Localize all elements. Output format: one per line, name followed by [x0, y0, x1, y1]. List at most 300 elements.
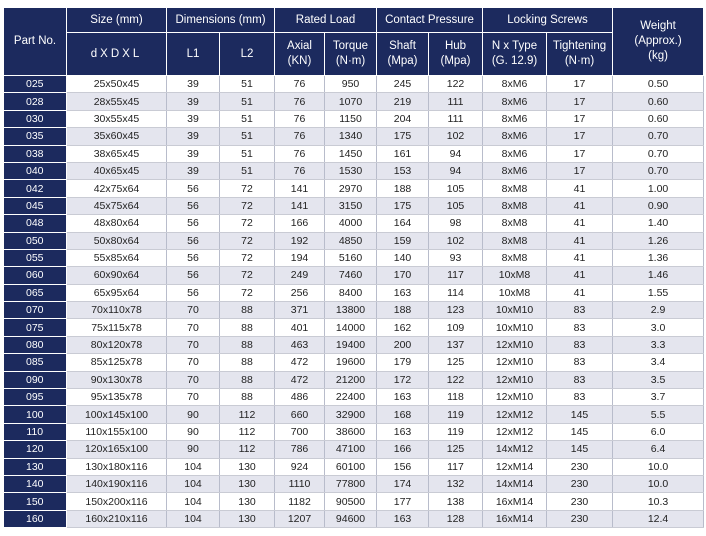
cell-axial: 76 — [275, 93, 325, 110]
cell-part-no: 025 — [4, 76, 67, 93]
cell-weight: 1.00 — [613, 180, 704, 197]
cell-part-no: 100 — [4, 406, 67, 423]
cell-weight: 3.7 — [613, 389, 704, 406]
cell-shaft: 245 — [377, 76, 429, 93]
cell-weight: 3.4 — [613, 354, 704, 371]
cell-shaft: 164 — [377, 215, 429, 232]
cell-torque: 1070 — [325, 93, 377, 110]
cell-weight: 3.0 — [613, 319, 704, 336]
cell-l2: 130 — [220, 510, 275, 527]
cell-weight: 12.4 — [613, 510, 704, 527]
cell-l2: 51 — [220, 93, 275, 110]
cell-tightening: 41 — [547, 215, 613, 232]
cell-hub: 119 — [429, 423, 483, 440]
cell-shaft: 175 — [377, 197, 429, 214]
cell-weight: 0.70 — [613, 162, 704, 179]
cell-axial: 472 — [275, 371, 325, 388]
cell-nxtype: 14xM14 — [483, 475, 547, 492]
cell-shaft: 188 — [377, 180, 429, 197]
header-tightening-label: Tightening — [552, 40, 607, 52]
header-axial — [275, 33, 325, 76]
cell-size: 42x75x64 — [67, 180, 167, 197]
cell-part-no: 038 — [4, 145, 67, 162]
cell-tightening: 41 — [547, 249, 613, 266]
cell-torque: 32900 — [325, 406, 377, 423]
cell-nxtype: 8xM6 — [483, 162, 547, 179]
cell-axial: 371 — [275, 302, 325, 319]
cell-l1: 56 — [167, 232, 220, 249]
cell-shaft: 163 — [377, 284, 429, 301]
cell-axial: 194 — [275, 249, 325, 266]
spec-table — [3, 7, 704, 528]
cell-tightening: 83 — [547, 371, 613, 388]
cell-torque: 21200 — [325, 371, 377, 388]
cell-torque: 7460 — [325, 267, 377, 284]
cell-l1: 104 — [167, 458, 220, 475]
cell-torque: 47100 — [325, 441, 377, 458]
cell-size: 25x50x45 — [67, 76, 167, 93]
cell-tightening: 17 — [547, 145, 613, 162]
header-nxtype-unit: (G. 12.9) — [491, 55, 538, 67]
cell-l1: 104 — [167, 493, 220, 510]
table-row — [4, 389, 704, 406]
cell-shaft: 162 — [377, 319, 429, 336]
header-tightening-unit: (N·m) — [564, 55, 595, 67]
cell-tightening: 230 — [547, 475, 613, 492]
cell-shaft: 168 — [377, 406, 429, 423]
cell-torque: 14000 — [325, 319, 377, 336]
cell-hub: 105 — [429, 197, 483, 214]
cell-nxtype: 8xM8 — [483, 180, 547, 197]
table-body — [4, 76, 704, 528]
cell-axial: 486 — [275, 389, 325, 406]
cell-weight: 1.36 — [613, 249, 704, 266]
table-row — [4, 371, 704, 388]
cell-size: 50x80x64 — [67, 232, 167, 249]
cell-shaft: 156 — [377, 458, 429, 475]
cell-weight: 0.90 — [613, 197, 704, 214]
cell-torque: 77800 — [325, 475, 377, 492]
cell-hub: 123 — [429, 302, 483, 319]
cell-shaft: 179 — [377, 354, 429, 371]
cell-hub: 138 — [429, 493, 483, 510]
cell-l2: 88 — [220, 319, 275, 336]
cell-weight: 10.0 — [613, 475, 704, 492]
cell-l2: 130 — [220, 475, 275, 492]
cell-axial: 472 — [275, 354, 325, 371]
cell-shaft: 163 — [377, 389, 429, 406]
cell-torque: 1450 — [325, 145, 377, 162]
cell-size: 100x145x100 — [67, 406, 167, 423]
cell-size: 30x55x45 — [67, 110, 167, 127]
spec-table-container — [3, 7, 703, 528]
cell-nxtype: 12xM10 — [483, 371, 547, 388]
cell-tightening: 17 — [547, 162, 613, 179]
cell-l1: 39 — [167, 76, 220, 93]
cell-axial: 1110 — [275, 475, 325, 492]
table-row — [4, 128, 704, 145]
cell-torque: 22400 — [325, 389, 377, 406]
table-row — [4, 475, 704, 492]
cell-shaft: 140 — [377, 249, 429, 266]
cell-part-no: 095 — [4, 389, 67, 406]
cell-l1: 39 — [167, 162, 220, 179]
cell-l1: 39 — [167, 110, 220, 127]
cell-nxtype: 8xM8 — [483, 197, 547, 214]
cell-hub: 111 — [429, 110, 483, 127]
cell-hub: 118 — [429, 389, 483, 406]
cell-tightening: 83 — [547, 336, 613, 353]
cell-part-no: 035 — [4, 128, 67, 145]
header-size-sub-text: dXDXL — [90, 47, 143, 60]
cell-nxtype: 12xM14 — [483, 458, 547, 475]
cell-shaft: 219 — [377, 93, 429, 110]
header-rated-load: Rated Load — [275, 8, 377, 33]
cell-torque: 19400 — [325, 336, 377, 353]
cell-l1: 39 — [167, 128, 220, 145]
cell-hub: 117 — [429, 267, 483, 284]
cell-l1: 70 — [167, 336, 220, 353]
cell-size: 40x65x45 — [67, 162, 167, 179]
cell-hub: 117 — [429, 458, 483, 475]
cell-shaft: 161 — [377, 145, 429, 162]
cell-size: 150x200x116 — [67, 493, 167, 510]
cell-size: 35x60x45 — [67, 128, 167, 145]
cell-size: 28x55x45 — [67, 93, 167, 110]
cell-shaft: 188 — [377, 302, 429, 319]
cell-l2: 51 — [220, 110, 275, 127]
cell-l2: 88 — [220, 371, 275, 388]
table-row — [4, 267, 704, 284]
cell-nxtype: 8xM8 — [483, 232, 547, 249]
cell-weight: 1.40 — [613, 215, 704, 232]
table-row — [4, 249, 704, 266]
cell-part-no: 150 — [4, 493, 67, 510]
header-weight — [613, 8, 704, 76]
cell-shaft: 172 — [377, 371, 429, 388]
cell-weight: 0.60 — [613, 93, 704, 110]
cell-part-no: 075 — [4, 319, 67, 336]
cell-l2: 130 — [220, 458, 275, 475]
cell-l2: 72 — [220, 284, 275, 301]
cell-size: 160x210x116 — [67, 510, 167, 527]
cell-size: 48x80x64 — [67, 215, 167, 232]
cell-hub: 137 — [429, 336, 483, 353]
cell-axial: 463 — [275, 336, 325, 353]
cell-tightening: 230 — [547, 493, 613, 510]
cell-torque: 1150 — [325, 110, 377, 127]
header-torque-unit: (N·m) — [335, 55, 366, 67]
cell-tightening: 83 — [547, 302, 613, 319]
cell-axial: 1182 — [275, 493, 325, 510]
cell-l2: 112 — [220, 406, 275, 423]
header-l2: L2 — [220, 33, 275, 76]
cell-l1: 70 — [167, 319, 220, 336]
cell-torque: 950 — [325, 76, 377, 93]
cell-weight: 1.55 — [613, 284, 704, 301]
cell-tightening: 17 — [547, 110, 613, 127]
table-row — [4, 110, 704, 127]
table-row — [4, 76, 704, 93]
cell-hub: 125 — [429, 354, 483, 371]
cell-torque: 1340 — [325, 128, 377, 145]
cell-tightening: 145 — [547, 441, 613, 458]
cell-torque: 8400 — [325, 284, 377, 301]
cell-size: 80x120x78 — [67, 336, 167, 353]
cell-tightening: 230 — [547, 510, 613, 527]
cell-part-no: 060 — [4, 267, 67, 284]
cell-tightening: 83 — [547, 354, 613, 371]
cell-torque: 38600 — [325, 423, 377, 440]
table-row — [4, 284, 704, 301]
cell-torque: 4850 — [325, 232, 377, 249]
cell-l1: 56 — [167, 180, 220, 197]
cell-axial: 76 — [275, 128, 325, 145]
cell-nxtype: 8xM8 — [483, 215, 547, 232]
cell-nxtype: 16xM14 — [483, 493, 547, 510]
cell-hub: 93 — [429, 249, 483, 266]
cell-torque: 1530 — [325, 162, 377, 179]
cell-nxtype: 10xM8 — [483, 284, 547, 301]
cell-size: 85x125x78 — [67, 354, 167, 371]
cell-tightening: 145 — [547, 423, 613, 440]
table-row — [4, 423, 704, 440]
cell-shaft: 174 — [377, 475, 429, 492]
cell-l2: 72 — [220, 249, 275, 266]
cell-nxtype: 10xM10 — [483, 302, 547, 319]
header-contact-pressure: Contact Pressure — [377, 8, 483, 33]
cell-part-no: 055 — [4, 249, 67, 266]
table-row — [4, 162, 704, 179]
cell-hub: 98 — [429, 215, 483, 232]
cell-l1: 70 — [167, 371, 220, 388]
table-row — [4, 441, 704, 458]
cell-part-no: 140 — [4, 475, 67, 492]
cell-axial: 786 — [275, 441, 325, 458]
cell-part-no: 080 — [4, 336, 67, 353]
cell-l2: 130 — [220, 493, 275, 510]
header-tightening — [547, 33, 613, 76]
cell-size: 65x95x64 — [67, 284, 167, 301]
cell-l2: 72 — [220, 267, 275, 284]
cell-nxtype: 12xM12 — [483, 406, 547, 423]
cell-size: 75x115x78 — [67, 319, 167, 336]
cell-l2: 112 — [220, 423, 275, 440]
cell-part-no: 160 — [4, 510, 67, 527]
cell-axial: 700 — [275, 423, 325, 440]
cell-l1: 70 — [167, 389, 220, 406]
cell-hub: 109 — [429, 319, 483, 336]
cell-tightening: 83 — [547, 319, 613, 336]
cell-nxtype: 8xM6 — [483, 93, 547, 110]
cell-tightening: 41 — [547, 232, 613, 249]
header-dimensions: Dimensions (mm) — [167, 8, 275, 33]
header-nxtype-label: N x Type — [491, 40, 538, 52]
cell-l1: 90 — [167, 406, 220, 423]
cell-part-no: 045 — [4, 197, 67, 214]
header-l1: L1 — [167, 33, 220, 76]
cell-l2: 112 — [220, 441, 275, 458]
cell-hub: 125 — [429, 441, 483, 458]
table-row — [4, 336, 704, 353]
header-axial-label: Axial — [287, 40, 312, 52]
cell-nxtype: 12xM10 — [483, 336, 547, 353]
cell-nxtype: 8xM6 — [483, 110, 547, 127]
cell-axial: 76 — [275, 76, 325, 93]
cell-l1: 56 — [167, 197, 220, 214]
cell-l1: 56 — [167, 284, 220, 301]
cell-nxtype: 10xM8 — [483, 267, 547, 284]
cell-hub: 114 — [429, 284, 483, 301]
cell-axial: 401 — [275, 319, 325, 336]
cell-l2: 88 — [220, 302, 275, 319]
cell-size: 140x190x116 — [67, 475, 167, 492]
cell-tightening: 41 — [547, 180, 613, 197]
cell-torque: 90500 — [325, 493, 377, 510]
cell-weight: 0.70 — [613, 145, 704, 162]
cell-l1: 70 — [167, 302, 220, 319]
cell-hub: 122 — [429, 76, 483, 93]
cell-part-no: 065 — [4, 284, 67, 301]
table-header — [4, 8, 704, 76]
header-size: Size (mm) — [67, 8, 167, 33]
header-torque — [325, 33, 377, 76]
cell-axial: 141 — [275, 180, 325, 197]
cell-l2: 51 — [220, 128, 275, 145]
header-torque-label: Torque — [332, 40, 369, 52]
cell-tightening: 230 — [547, 458, 613, 475]
cell-l1: 104 — [167, 510, 220, 527]
cell-axial: 76 — [275, 110, 325, 127]
cell-l1: 39 — [167, 145, 220, 162]
cell-weight: 1.26 — [613, 232, 704, 249]
header-hub — [429, 33, 483, 76]
cell-weight: 5.5 — [613, 406, 704, 423]
cell-hub: 122 — [429, 371, 483, 388]
cell-nxtype: 8xM8 — [483, 249, 547, 266]
cell-torque: 94600 — [325, 510, 377, 527]
cell-axial: 249 — [275, 267, 325, 284]
header-part-no: Part No. — [4, 8, 67, 76]
table-row — [4, 302, 704, 319]
cell-shaft: 170 — [377, 267, 429, 284]
cell-tightening: 17 — [547, 76, 613, 93]
cell-part-no: 130 — [4, 458, 67, 475]
table-row — [4, 197, 704, 214]
cell-part-no: 085 — [4, 354, 67, 371]
cell-size: 55x85x64 — [67, 249, 167, 266]
cell-nxtype: 14xM12 — [483, 441, 547, 458]
cell-torque: 2970 — [325, 180, 377, 197]
header-axial-unit: (KN) — [287, 55, 312, 67]
table-row — [4, 180, 704, 197]
cell-l1: 56 — [167, 267, 220, 284]
table-row — [4, 93, 704, 110]
header-size-sub — [67, 33, 167, 76]
table-row — [4, 458, 704, 475]
cell-tightening: 41 — [547, 197, 613, 214]
cell-weight: 3.5 — [613, 371, 704, 388]
cell-size: 95x135x78 — [67, 389, 167, 406]
cell-nxtype: 8xM6 — [483, 145, 547, 162]
cell-hub: 111 — [429, 93, 483, 110]
header-nxtype — [483, 33, 547, 76]
header-weight-unit: (kg) — [648, 50, 668, 62]
cell-size: 90x130x78 — [67, 371, 167, 388]
cell-torque: 5160 — [325, 249, 377, 266]
cell-shaft: 200 — [377, 336, 429, 353]
cell-axial: 1207 — [275, 510, 325, 527]
table-row — [4, 145, 704, 162]
cell-shaft: 159 — [377, 232, 429, 249]
cell-l2: 72 — [220, 180, 275, 197]
cell-shaft: 163 — [377, 510, 429, 527]
cell-part-no: 050 — [4, 232, 67, 249]
cell-weight: 0.70 — [613, 128, 704, 145]
cell-size: 130x180x116 — [67, 458, 167, 475]
cell-axial: 256 — [275, 284, 325, 301]
cell-hub: 128 — [429, 510, 483, 527]
cell-axial: 141 — [275, 197, 325, 214]
cell-weight: 2.9 — [613, 302, 704, 319]
cell-nxtype: 8xM6 — [483, 76, 547, 93]
cell-torque: 13800 — [325, 302, 377, 319]
cell-tightening: 41 — [547, 284, 613, 301]
cell-nxtype: 12xM10 — [483, 354, 547, 371]
cell-l1: 90 — [167, 423, 220, 440]
cell-hub: 102 — [429, 232, 483, 249]
cell-shaft: 163 — [377, 423, 429, 440]
cell-l1: 70 — [167, 354, 220, 371]
cell-shaft: 204 — [377, 110, 429, 127]
cell-l1: 90 — [167, 441, 220, 458]
cell-size: 110x155x100 — [67, 423, 167, 440]
cell-size: 60x90x64 — [67, 267, 167, 284]
cell-axial: 660 — [275, 406, 325, 423]
cell-l2: 51 — [220, 145, 275, 162]
cell-size: 38x65x45 — [67, 145, 167, 162]
cell-axial: 76 — [275, 145, 325, 162]
cell-tightening: 145 — [547, 406, 613, 423]
cell-size: 70x110x78 — [67, 302, 167, 319]
cell-part-no: 090 — [4, 371, 67, 388]
header-shaft — [377, 33, 429, 76]
cell-shaft: 153 — [377, 162, 429, 179]
header-shaft-label: Shaft — [389, 40, 416, 52]
table-row — [4, 510, 704, 527]
cell-l2: 88 — [220, 354, 275, 371]
table-row — [4, 493, 704, 510]
table-row — [4, 406, 704, 423]
cell-part-no: 030 — [4, 110, 67, 127]
cell-part-no: 028 — [4, 93, 67, 110]
cell-weight: 6.0 — [613, 423, 704, 440]
cell-hub: 119 — [429, 406, 483, 423]
cell-size: 120x165x100 — [67, 441, 167, 458]
cell-hub: 94 — [429, 162, 483, 179]
header-hub-unit: (Mpa) — [440, 55, 471, 67]
cell-part-no: 110 — [4, 423, 67, 440]
cell-shaft: 177 — [377, 493, 429, 510]
cell-axial: 924 — [275, 458, 325, 475]
cell-axial: 76 — [275, 162, 325, 179]
header-weight-approx: (Approx.) — [634, 35, 682, 47]
cell-weight: 0.60 — [613, 110, 704, 127]
cell-weight: 10.3 — [613, 493, 704, 510]
header-weight-label: Weight — [640, 20, 676, 32]
header-shaft-unit: (Mpa) — [387, 55, 418, 67]
cell-l2: 88 — [220, 389, 275, 406]
